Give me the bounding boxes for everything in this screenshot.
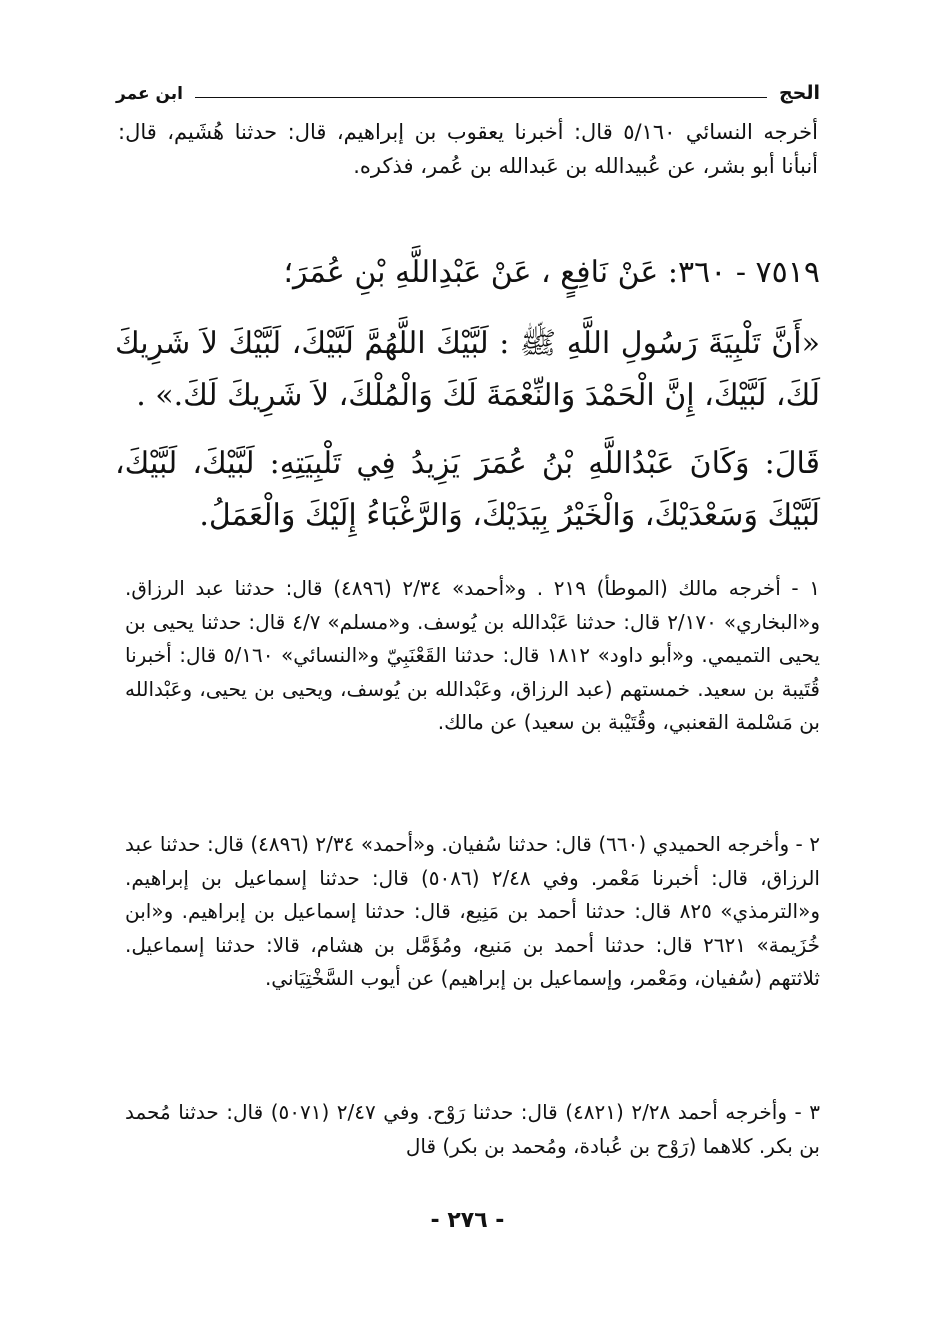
footnote-2: ٢ - وأخرجه الحميدي (٦٦٠) قال: حدثنا سُفيان. و«أحمد» ٢/٣٤ (٤٨٩٦) قال: حدثنا عبد الرزاق، قال: أخبرنا مَعْمر. وفي ٢/٤٨ (٥٠٨٦) قال: حدثنا إسماعيل بن إبراهيم. و«الترمذي» ٨٢٥ قال: حدثنا أحمد بن مَنِيع، قال: حدثنا إسماعيل بن إبراهيم. و«ابن خُزَيمة» ٢٦٢١ قال: حدثنا أحمد بن مَنيع، ومُؤَمَّل بن هشام، قالا: حدثنا إسماعيل. ثلاثتهم (سُفيان، ومَعْمر، وإسماعيل بن إبراهيم) عن أيوب السَّخْتِيَاني. — [125, 832, 820, 990]
hadith-addition: قَالَ: وَكَانَ عَبْدُاللَّهِ بْنُ عُمَرَ يَزِيدُ فِي تَلْبِيَتِهِ: لَبَّيْكَ، لَبَّيْكَ، لَبَّيْكَ وَسَعْدَيْكَ، وَالْخَيْرُ بِيَدَيْكَ، وَالرَّغْبَاءُ إِلَيْكَ وَالْعَمَلُ. — [115, 446, 820, 533]
footnote-1: ١ - أخرجه مالك (الموطأ) ٢١٩ . و«أحمد» ٢/٣٤ (٤٨٩٦) قال: حدثنا عبد الرزاق. و«البخاري» ٢/١٧٠ قال: حدثنا عَبْدالله بن يُوسف. و«مسلم» ٤/٧ قال: حدثنا يحيى بن يحيى التميمي. و«أبو داود» ١٨١٢ قال: حدثنا القَعْنَبِيّ و«النسائي» ٥/١٦٠ قال: أخبرنا قُتَيبة بن سعيد. خمستهم (عبد الرزاق، وعَبْدالله بن يُوسف، ويحيى بن يحيى، وعَبْدالله بن مَسْلمة القعنبي، وقُتَيْبة بن سعيد) عن مالك. — [125, 576, 820, 734]
hadith-text: «أَنَّ تَلْبِيَةَ رَسُولِ اللَّهِ ﷺ : لَبَّيْكَ اللَّهُمَّ لَبَّيْكَ، لَبَّيْكَ لاَ شَرِيكَ لَكَ، لَبَّيْكَ، إِنَّ الْحَمْدَ وَالنِّعْمَةَ لَكَ وَالْمُلْكَ، لاَ شَرِيكَ لَكَ.» . — [115, 326, 820, 413]
footnote-3: ٣ - وأخرجه أحمد ٢/٢٨ (٤٨٢١) قال: حدثنا رَوْح. وفي ٢/٤٧ (٥٠٧١) قال: حدثنا مُحمد بن بكر. كلاهما (رَوْح بن عُبادة، ومُحمد بن بكر) قال — [125, 1100, 820, 1158]
intro-paragraph: أخرجه النسائي ٥/١٦٠ قال: أخبرنا يعقوب بن إبراهيم، قال: حدثنا هُشَيم، قال: أنبأنا أبو بشر، عن عُبيدالله بن عَبدالله بن عُمر، فذكره. — [118, 120, 818, 178]
chapter-title: الحج — [778, 82, 820, 104]
page-header — [116, 74, 820, 104]
page-number: - ٢٧٦ - — [430, 1208, 505, 1233]
narrator-title: ابن عمر — [116, 84, 184, 104]
hadith-heading: ٧٥١٩ - ٣٦٠: عَنْ نَافِعٍ ، عَنْ عَبْدِاللَّهِ بْنِ عُمَرَ؛ — [283, 255, 820, 290]
header-rule — [195, 96, 767, 98]
